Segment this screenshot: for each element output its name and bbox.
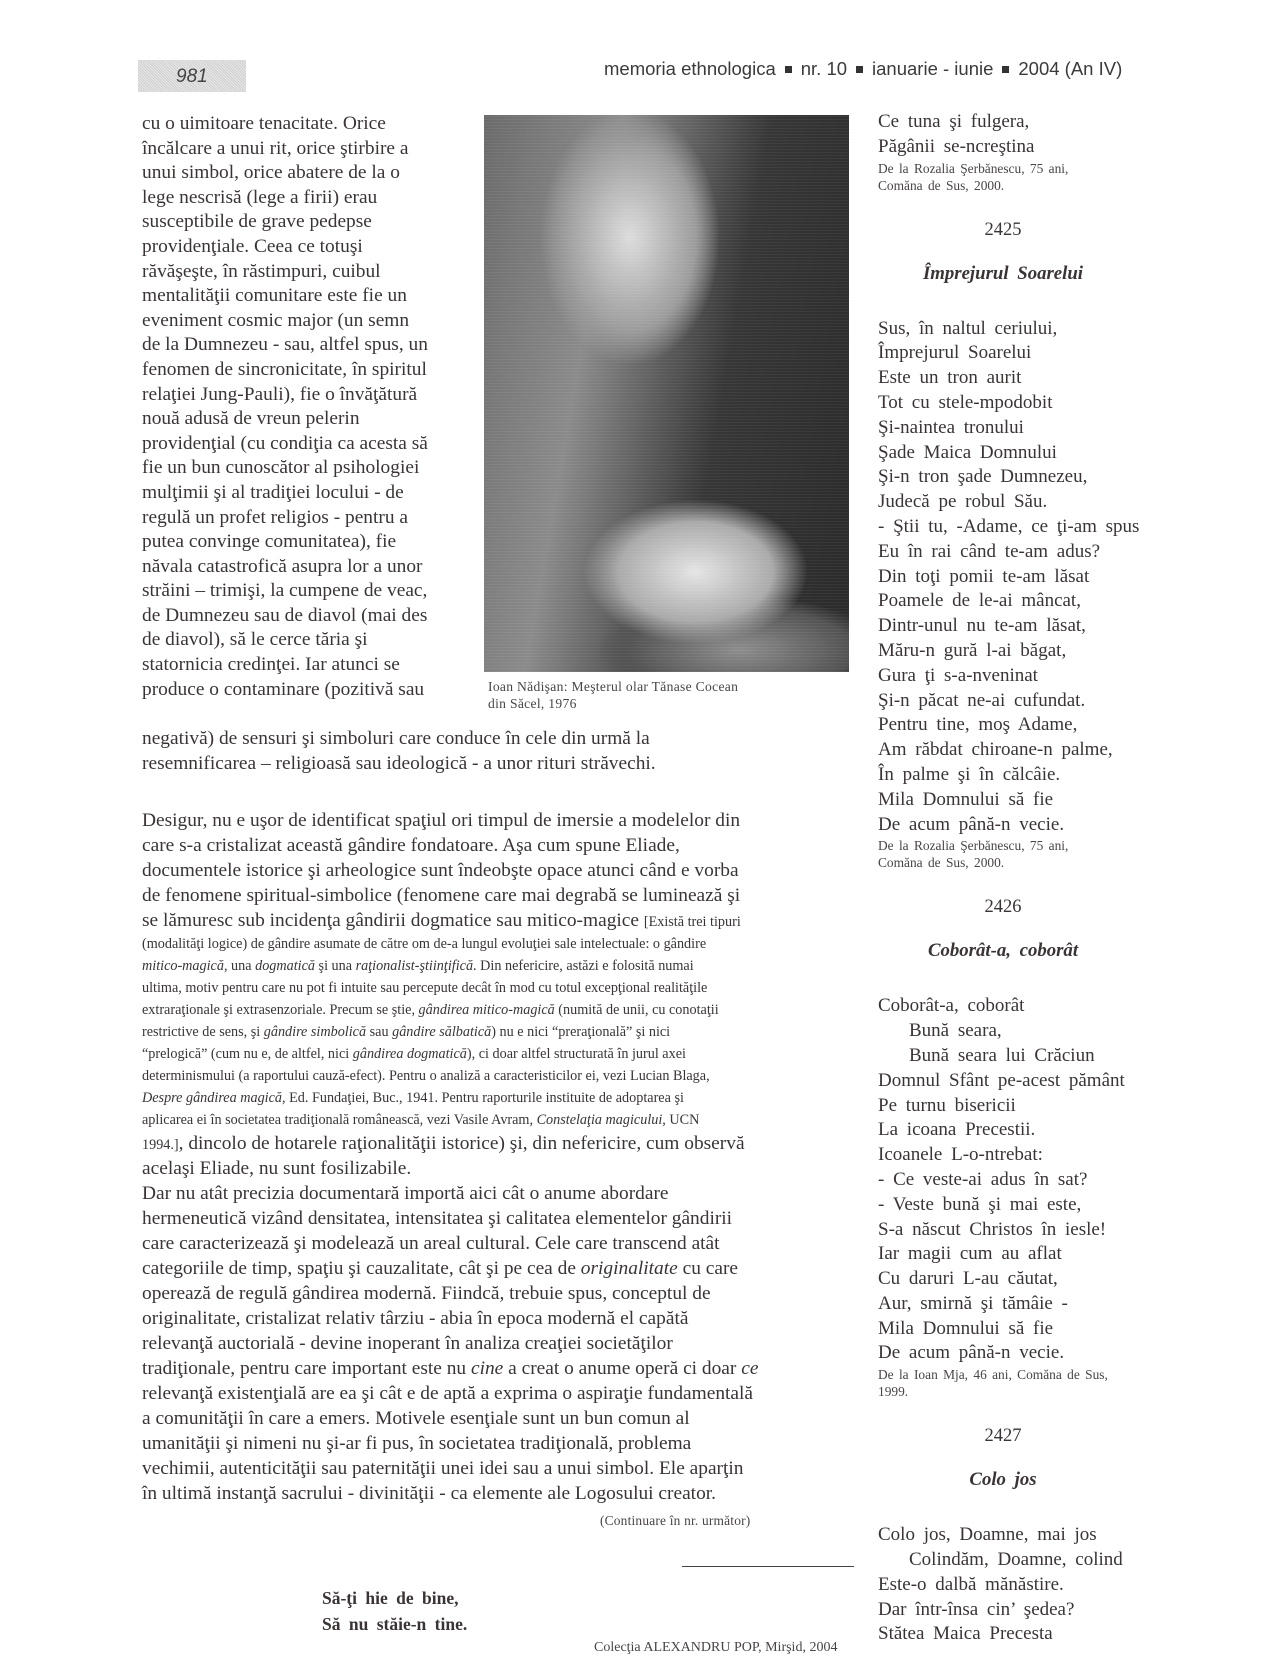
italic-text: raţionalist-ştiinţifică [355, 958, 474, 974]
footnote-line [142, 1109, 832, 1131]
continuation-note: (Continuare în nr. următor) [600, 1513, 751, 1528]
text-line [142, 1231, 832, 1256]
footnote-line [142, 1043, 832, 1065]
journal-title: memoria ethnologica [604, 58, 776, 79]
text-line: providenţial (cu condiţia ca acesta să [142, 432, 428, 454]
text-span: , una [223, 958, 256, 974]
verse-line: Gura ţi s-a-nveninat [878, 664, 1038, 686]
verse-line: Din toţi pomii te-am lăsat [878, 565, 1090, 587]
verse-line: Judecă pe robul Său. [878, 491, 1048, 513]
verse-line: Colo jos, Doamne, mai jos [878, 1524, 1097, 1546]
footnote-line [142, 933, 832, 955]
paragraph-3 [142, 1181, 832, 1506]
text-span: a creat o anume operă ci doar [503, 1358, 742, 1379]
text-span: şi una [315, 958, 356, 974]
text-line [142, 1281, 832, 1306]
text-line [142, 1131, 832, 1156]
text-line: care s-a cristalizat această gândire fondatoare. Aşa cum spune Eliade, [142, 835, 680, 856]
verse-line: Colindăm, Doamne, colind [909, 1549, 1123, 1571]
song-number: 2426 [984, 897, 1022, 918]
footnote-line [142, 955, 832, 977]
issue-number: nr. 10 [800, 58, 848, 79]
song-title: Colo jos [969, 1469, 1037, 1491]
verse-line: S-a născut Christos în iesle! [878, 1218, 1107, 1240]
paragraph-2 [142, 808, 832, 1181]
italic-text: gândirea mitico-magică [418, 1002, 555, 1018]
verse-line: Iar magii cum au aflat [878, 1243, 1062, 1265]
text-span: ), ci doar altfel structurată în jurul axei [466, 1046, 686, 1062]
paragraph-1-end [142, 727, 822, 776]
closing-line: Să-ţi hie de bine, [322, 1588, 459, 1608]
verse-line: Şi-naintea tronului [878, 416, 1024, 438]
footnote-line [142, 1021, 832, 1043]
footnote-line [142, 1065, 832, 1087]
text-line: produce o contaminare (pozitivă sau [142, 678, 425, 700]
issue-year: 2004 (An IV) [1018, 58, 1123, 79]
verse-line: Mila Domnului să fie [878, 1317, 1054, 1339]
main-body [142, 808, 832, 1506]
verse-line: Bună seara, [909, 1020, 1002, 1042]
source-note: Comăna de Sus, 2000. [878, 177, 1005, 193]
song-title: Împrejurul Soarelui [922, 262, 1084, 284]
verse-line: Dar într-însa cin’ şedea? [878, 1598, 1075, 1620]
text-line: putea convinge comunitatea), fie [142, 531, 397, 553]
italic-text: cine [470, 1358, 504, 1379]
caption-line: Ioan Nădişan: Meşterul olar Tănase Cocean [488, 679, 739, 694]
text-line: unui simbol, orice abatere de la o [142, 162, 400, 184]
verse-line: De acum până-n vecie. [878, 813, 1065, 835]
verse-line: Şi-n păcat ne-ai cufundat. [878, 689, 1086, 711]
text-line [142, 1456, 832, 1481]
italic-text: mitico-magică [142, 958, 224, 974]
italic-text: Despre gândirea magică [142, 1090, 283, 1106]
source-note: De la Rozalia Şerbănescu, 75 ani, [878, 838, 1069, 854]
text-line: negativă) de sensuri şi simboluri care conduce în cele din urmă la [142, 728, 650, 749]
text-line: documentele istorice şi arheologice sunt îndeobşte opace atunci când e vorba [142, 860, 739, 881]
source-note: De la Ioan Mja, 46 ani, Comăna de Sus, [878, 1367, 1108, 1383]
verse-line: Coborât-a, coborât [878, 995, 1025, 1017]
text-line: încălcare a unui rit, orice ştirbire a [142, 137, 409, 159]
footnote-text: 1994.] [142, 1137, 179, 1153]
text-line: răvăşeşte, în răstimpuri, cuibul [142, 260, 381, 282]
text-line [142, 908, 832, 933]
verse-line: La icoana Precestii. [878, 1119, 1036, 1141]
right-column-carols [878, 110, 1178, 1647]
verse-line: Şi-n tron şade Dumnezeu, [878, 466, 1088, 488]
text-line: mentalităţii comunitare este fie un [142, 285, 407, 307]
text-span: categoriile de timp, spaţiu şi cauzalitate, cât şi pe cea de [142, 1258, 581, 1279]
text-line: de fenomene spiritual-simbolice (fenomene care mai degrabă se luminează şi [142, 885, 741, 906]
text-span: operează de regulă gândirea modernă. Fiindcă, trebuie spus, conceptul de [142, 1283, 711, 1304]
separator-square-icon [1002, 66, 1009, 73]
italic-text: Constelaţia magicului [536, 1112, 663, 1128]
verse-line: Poamele de le-ai mâncat, [878, 590, 1081, 612]
text-line [142, 1381, 832, 1406]
text-span: , dincolo de hotarele raţionalităţii istorice) şi, din nefericire, cum observă [178, 1133, 745, 1154]
verse-line: Cu daruri L-au căutat, [878, 1268, 1058, 1290]
footnote-line [142, 977, 832, 999]
verse-line: Măru-n gură l-ai băgat, [878, 639, 1067, 661]
text-line [142, 1256, 832, 1281]
potter-photo [484, 115, 849, 672]
text-span: , Ed. Fundaţiei, Buc., 1941. Pentru raporturile instituite de adoptarea şi [282, 1090, 684, 1106]
verse-line: - Veste bună şi mai este, [878, 1193, 1082, 1215]
closing-verse [322, 1585, 467, 1637]
text-span: restrictive de sens, şi [142, 1024, 264, 1040]
running-header [604, 58, 1122, 80]
text-span: . Din nefericire, astăzi e folosită numai [473, 958, 694, 974]
verse-line: De acum până-n vecie. [878, 1342, 1065, 1364]
verse-line: Dintr-unul nu te-am lăsat, [878, 615, 1086, 637]
verse-line: Am răbdat chiroane-n palme, [878, 739, 1113, 761]
text-span: vechimii, autenticităţii sau paternităţii unei idei sau a unui simbol. Ele aparţin [142, 1458, 744, 1479]
separator-square-icon [856, 66, 863, 73]
text-line [142, 1406, 832, 1431]
text-line: de la Dumnezeu - sau, altfel spus, un [142, 334, 428, 356]
text-span: cu care [677, 1258, 739, 1279]
text-span: “prelogică” (cum nu e, de altfel, nici [142, 1046, 353, 1062]
text-line: mulţimii şi al tradiţiei locului - de [142, 481, 404, 503]
text-span: ultima, motiv pentru care nu pot fi intuite sau percepute decât în mod cu totul excepţional realităţile [142, 980, 708, 996]
text-span: relevanţă auctorială - devine inoperant în analiza creaţiei societăţilor [142, 1333, 673, 1354]
italic-text: ce [741, 1358, 759, 1379]
verse-line: Eu în rai când te-am adus? [878, 540, 1101, 562]
verse-line: Aur, smirnă şi tămâie - [878, 1292, 1068, 1314]
text-span: (numită de unii, cu conotaţii [554, 1002, 719, 1018]
text-line [142, 1481, 832, 1506]
italic-text: gândire sălbatică [392, 1024, 492, 1040]
verse-line: - Ştii tu, -Adame, ce ţi-am spus [878, 515, 1140, 537]
text-span: originalitate, cristalizat relativ târziu - abia în epoca modernă el capătă [142, 1308, 689, 1329]
song-title: Coborât-a, coborât [927, 940, 1079, 962]
song-number: 2427 [984, 1426, 1022, 1447]
verse-line: În palme şi în călcâie. [878, 763, 1061, 785]
footnote-line [142, 999, 832, 1021]
verse-line: Este-o dalbă mănăstire. [878, 1573, 1064, 1595]
text-line [142, 1431, 832, 1456]
text-line [142, 1181, 832, 1206]
verse-line: Sus, în naltul ceriului, [878, 317, 1058, 339]
text-line: regulă un profet religios - pentru a [142, 506, 408, 528]
footnote-line [142, 1087, 832, 1109]
text-line: acelaşi Eliade, nu sunt fosilizabile. [142, 1158, 412, 1179]
verse-line: Tot cu stele-mpodobit [878, 391, 1053, 413]
verse-line: Mila Domnului să fie [878, 788, 1054, 810]
text-line: resemnificarea – religioasă sau ideologică - a unor rituri străvechi. [142, 752, 656, 774]
italic-text: gândire simbolică [263, 1024, 367, 1040]
text-span: ) nu e nici “preraţională” şi nici [491, 1024, 671, 1040]
divider [682, 1566, 854, 1567]
verse-line: Şade Maica Domnului [878, 441, 1057, 463]
verse-line: Păgânii se-ncreştina [878, 135, 1035, 157]
text-line: lege nescrisă (lege a firii) erau [142, 186, 378, 208]
page-number: 981 [138, 60, 246, 92]
photo-caption [488, 678, 808, 712]
text-line: eveniment cosmic major (un semn [142, 309, 410, 331]
text-line: de Dumnezeu sau de diavol (mai des [142, 604, 428, 626]
source-note: 1999. [878, 1384, 909, 1400]
verse-line: Pentru tine, moş Adame, [878, 714, 1078, 736]
issue-period: ianuarie - iunie [872, 58, 994, 79]
text-line [142, 1356, 832, 1381]
text-line: năvala catastrofică asupra lor a unor [142, 555, 423, 577]
verse-line: Ce tuna şi fulgera, [878, 111, 1030, 132]
text-line [142, 1331, 832, 1356]
closing-line: Să nu stăie-n tine. [322, 1614, 468, 1634]
song-number: 2425 [984, 219, 1022, 240]
text-line: providenţiale. Ceea ce totuşi [142, 235, 363, 257]
text-line: străini – trimişi, la cumpene de veac, [142, 580, 428, 602]
text-line: fenomen de sincronicitate, în spiritul [142, 358, 427, 380]
text-line: fie un bun cunoscător al psihologiei [142, 457, 420, 479]
text-span: a comunităţii în care a emers. Motivele esenţiale sunt un bun comun al [142, 1408, 690, 1429]
text-span: care caracterizează şi modelează un areal cultural. Cele care transcend atât [142, 1233, 720, 1254]
text-line: susceptibile de grave pedepse [142, 211, 372, 233]
verse-line: Este un tron aurit [878, 367, 1022, 389]
text-line: cu o uimitoare tenacitate. Orice [142, 113, 386, 134]
text-line [142, 1306, 832, 1331]
text-span: în ultimă instanţă sacrului - divinităţii - ca elemente ale Logosului creator. [142, 1483, 716, 1504]
text-line: statornicia credinţei. Iar atunci se [142, 654, 400, 676]
text-span: hermeneutică vizând densitatea, intensitatea şi calitatea elementelor gândirii [142, 1208, 733, 1229]
text-span: se lămuresc sub incidenţa gândirii dogmatice sau mitico-magice [142, 910, 644, 931]
text-span: determinismului (a raportului cauză-efect). Pentru o analiză a caracteristicilor ei, vezi Lucian Blaga, [142, 1068, 710, 1084]
source-note: De la Rozalia Şerbănescu, 75 ani, [878, 160, 1069, 176]
verse-line: Bună seara lui Crăciun [909, 1044, 1095, 1066]
italic-text: originalitate [580, 1258, 678, 1279]
text-line: de diavol), să le cerce tăria şi [142, 629, 368, 651]
text-line: nouă adusă de vreun pelerin [142, 408, 360, 430]
caption-line: din Săcel, 1976 [488, 696, 577, 711]
text-span: sau [366, 1024, 393, 1040]
text-span: aplicarea ei în societatea tradiţională românească, vezi Vasile Avram, [142, 1112, 537, 1128]
text-span: (modalităţi logice) de gândire asumate de către om de-a lungul evoluţiei sale intelectuale: o gândire [142, 936, 707, 952]
italic-text: gândirea dogmatică [352, 1046, 467, 1062]
text-span: , UCN [662, 1112, 700, 1128]
text-span: extraraţionale şi extrasenzoriale. Precum se ştie, [142, 1002, 419, 1018]
text-line [142, 1206, 832, 1231]
text-line: relaţiei Jung-Pauli), fie o învăţătură [142, 383, 418, 405]
source-note: Comăna de Sus, 2000. [878, 855, 1005, 871]
verse-line: Domnul Sfânt pe-acest pământ [878, 1069, 1125, 1091]
verse-line: Pe turnu bisericii [878, 1094, 1016, 1116]
text-span: relevanţă existenţială are ea şi cât e de aptă a exprima o aspiraţie fundamentală [142, 1383, 754, 1404]
text-span: tradiţionale, pentru care important este nu [142, 1358, 471, 1379]
verse-line: Icoanele L-o-ntrebat: [878, 1144, 1043, 1166]
verse-line: - Ce veste-ai adus în sat? [878, 1168, 1088, 1190]
separator-square-icon [785, 66, 792, 73]
colophon: Colecţia ALEXANDRU POP, Mirşid, 2004 [594, 1640, 838, 1655]
text-span: umanităţii şi nimeni nu şi-ar fi pus, în societatea tradiţională, problema [142, 1433, 692, 1454]
verse-line: Stătea Maica Precesta [878, 1623, 1053, 1645]
verse-line: Împrejurul Soarelui [878, 342, 1032, 364]
left-column-text [142, 112, 460, 702]
italic-text: dogmatică [255, 958, 315, 974]
text-span: Dar nu atât precizia documentară importă aici cât o anume abordare [142, 1183, 669, 1204]
footnote-text: [Există trei tipuri [643, 914, 741, 930]
text-line: Desigur, nu e uşor de identificat spaţiul ori timpul de imersie a modelelor din [142, 810, 741, 831]
